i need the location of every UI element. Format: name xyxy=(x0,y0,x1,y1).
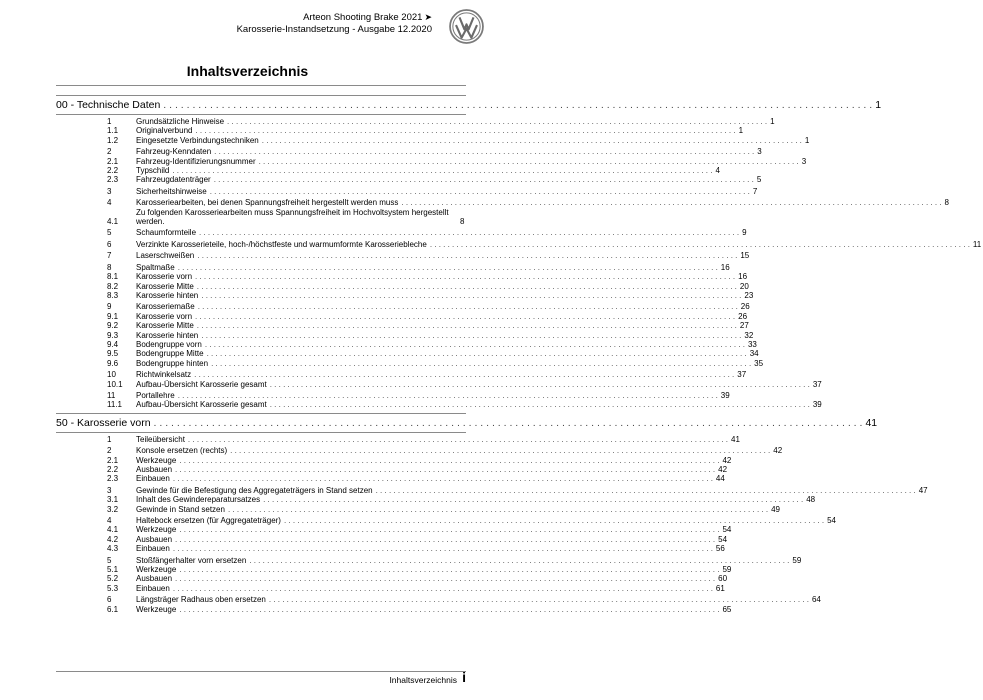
toc-page-number: 7 xyxy=(752,186,758,196)
toc-dot-leader xyxy=(228,505,768,514)
header-model: Arteon Shooting Brake 2021 xyxy=(303,12,423,23)
toc-page-number: 5 xyxy=(756,175,762,185)
toc-dot-leader xyxy=(270,400,810,409)
toc-dot-leader xyxy=(249,556,789,565)
toc-entry[interactable] xyxy=(56,208,466,227)
toc-dot-leader xyxy=(199,228,739,237)
toc-entry-title: Werkzeuge xyxy=(136,525,177,535)
toc-page-number: 44 xyxy=(715,474,725,484)
toc-entry[interactable] xyxy=(56,525,732,535)
toc-page-number: 8 xyxy=(944,198,949,208)
toc-entry[interactable] xyxy=(56,251,750,261)
toc-number: 8 xyxy=(107,262,112,272)
toc-dot-leader xyxy=(195,272,735,281)
toc-number: 2.2 xyxy=(107,465,119,474)
vw-logo-icon xyxy=(449,9,484,44)
toc-number: 5 xyxy=(107,228,112,238)
toc-dot-leader xyxy=(211,359,751,368)
toc-number: 6 xyxy=(107,595,112,605)
toc-entry-title: Originalverbund xyxy=(136,126,193,136)
toc-dot-leader xyxy=(201,331,741,340)
toc-dot-leader xyxy=(269,595,809,604)
toc-page-number: 41 xyxy=(731,434,740,444)
toc-dot-leader xyxy=(179,565,719,574)
toc-page-number: 16 xyxy=(738,272,748,282)
title-divider xyxy=(56,85,466,86)
toc-entry-title: Karosserie hinten xyxy=(136,290,199,300)
toc-number: 8.2 xyxy=(107,281,119,291)
toc-entry[interactable] xyxy=(56,321,749,331)
toc-page-number: 61 xyxy=(715,583,725,593)
toc-number: 4.3 xyxy=(107,544,119,554)
toc-section xyxy=(56,413,878,433)
toc-entry-title: Fahrzeug-Identifizierungsnummer xyxy=(136,156,256,166)
toc-number: 2.1 xyxy=(107,455,119,465)
toc-entry[interactable] xyxy=(56,302,750,312)
toc-entry-title: Haltebock ersetzen (für Aggregateträger) xyxy=(136,516,281,526)
toc-entry-title: Richtwinkelsatz xyxy=(136,370,192,380)
toc-entry-title: Karosseriemaße xyxy=(136,302,195,312)
toc-page-number: 11 xyxy=(972,239,982,249)
toc-entry-title: Schaumformteile xyxy=(136,228,197,238)
toc-page-number: 42 xyxy=(718,465,728,474)
toc-entry-title: Grundsätzliche Hinweise xyxy=(136,117,225,126)
toc-dot-leader xyxy=(173,584,713,593)
toc-entry-title: Konsole ersetzen (rechts) xyxy=(136,446,228,456)
toc-dot-leader xyxy=(179,456,719,465)
toc-entry[interactable] xyxy=(56,166,720,176)
toc-chapter-heading[interactable] xyxy=(56,416,878,430)
toc-number: 11.1 xyxy=(107,400,122,410)
toc-dot-leader xyxy=(376,486,916,495)
toc-entry[interactable] xyxy=(56,311,748,321)
toc-dot-leader xyxy=(178,263,718,272)
toc-number: 4 xyxy=(107,516,112,526)
toc-dot-leader xyxy=(195,312,735,321)
toc-dot-leader xyxy=(154,416,863,430)
toc-number: 3 xyxy=(107,186,112,196)
toc-entry-title: Stoßfängerhalter vorn ersetzen xyxy=(136,555,247,565)
toc-chapter-title: 00 - Technische Daten xyxy=(56,99,161,111)
toc-page-number: 33 xyxy=(747,339,757,349)
toc-dot-leader xyxy=(178,391,718,400)
toc-entry[interactable] xyxy=(56,604,732,614)
toc-dot-leader xyxy=(214,175,754,184)
toc-page-number: 37 xyxy=(812,379,822,389)
toc-entry-title: Ausbauen xyxy=(136,534,173,544)
toc-entry-title: Bodengruppe hinten xyxy=(136,358,209,368)
toc-dot-leader xyxy=(175,535,715,544)
toc-page-number: 47 xyxy=(918,485,928,495)
toc-entry[interactable] xyxy=(56,504,780,514)
toc-dot-leader xyxy=(401,198,941,207)
toc-dot-leader xyxy=(263,495,803,504)
toc-entry-title: Inhalt des Gewindereparatursatzes xyxy=(136,495,261,505)
toc-entry[interactable] xyxy=(56,474,725,484)
toc-entry[interactable] xyxy=(56,379,822,389)
toc-number: 9.6 xyxy=(107,358,119,368)
toc-page-number: 1 xyxy=(738,126,744,136)
toc-dot-leader xyxy=(230,446,770,455)
toc-dot-leader xyxy=(188,435,728,444)
toc-entry[interactable] xyxy=(56,583,725,593)
toc-chapter-heading[interactable] xyxy=(56,98,882,112)
toc-entry-title: Aufbau-Übersicht Karosserie gesamt xyxy=(136,379,267,389)
toc-page-number: 9 xyxy=(742,228,747,238)
toc-dot-leader xyxy=(175,574,715,583)
toc-entry[interactable] xyxy=(56,485,928,495)
toc-entry[interactable] xyxy=(56,198,949,208)
toc-page-number: 54 xyxy=(827,516,836,526)
toc-number: 5 xyxy=(107,555,112,565)
toc-number: 10.1 xyxy=(107,379,123,389)
toc-page-number: 64 xyxy=(811,595,821,605)
toc-entry[interactable] xyxy=(56,516,836,526)
toc-entry[interactable] xyxy=(56,565,732,575)
toc-page-number: 1 xyxy=(770,117,775,126)
footer-divider xyxy=(56,671,466,672)
toc-page-number: 1 xyxy=(875,99,882,111)
toc-entry-title: Fahrzeugdatenträger xyxy=(136,175,211,185)
toc-page-number: 3 xyxy=(757,147,762,157)
toc-page-number: 20 xyxy=(739,281,749,291)
toc-page-number: 32 xyxy=(744,330,754,340)
toc-chapter-title: 50 - Karosserie vorn xyxy=(56,416,151,429)
toc-section xyxy=(56,95,882,115)
toc-dot-leader xyxy=(227,117,767,126)
toc-dot-leader xyxy=(179,605,719,614)
toc-entry-title: Verzinkte Karosserieteile, hoch-/höchstfeste und warmumformte Karosseriebleche xyxy=(136,239,427,249)
toc-dot-leader xyxy=(179,525,719,534)
toc-entry-title: Fahrzeug-Kenndaten xyxy=(136,147,212,157)
toc-entry[interactable] xyxy=(56,147,762,157)
toc-entry[interactable] xyxy=(56,446,783,456)
toc-number: 11 xyxy=(107,390,116,400)
toc-entry-title: Karosserie hinten xyxy=(136,330,199,340)
toc-dot-leader xyxy=(205,340,745,349)
toc-page-number: 16 xyxy=(720,262,730,272)
toc-number: 7 xyxy=(107,251,112,261)
toc-dot-leader xyxy=(214,147,754,156)
toc-entry[interactable] xyxy=(56,186,758,196)
toc-dot-leader xyxy=(172,166,712,175)
toc-number: 6 xyxy=(107,239,112,249)
toc-entry[interactable] xyxy=(56,574,728,584)
toc-page-number: 42 xyxy=(722,455,732,465)
toc-number: 10 xyxy=(107,370,116,380)
toc-dot-leader xyxy=(259,157,799,166)
toc-entry[interactable] xyxy=(56,262,730,272)
toc-dot-leader xyxy=(163,98,872,112)
toc-number: 4.1 xyxy=(107,217,119,227)
toc-number: 4 xyxy=(107,198,112,208)
toc-entry-title: Sicherheitshinweise xyxy=(136,186,207,196)
footer-label: Inhaltsverzeichnis xyxy=(389,675,457,685)
toc-entry-title: Gewinde in Stand setzen xyxy=(136,504,225,514)
toc-number: 4.1 xyxy=(107,525,119,535)
toc-dot-leader xyxy=(195,126,735,135)
toc-number: 9.3 xyxy=(107,330,119,340)
toc-dot-leader xyxy=(270,380,810,389)
toc-number: 5.2 xyxy=(107,574,119,584)
toc-page-number: 8 xyxy=(460,217,465,227)
toc-number: 9.2 xyxy=(107,321,119,331)
toc-dot-leader xyxy=(210,187,750,196)
toc-number: 9.5 xyxy=(107,349,119,359)
toc-entry-title: Typschild xyxy=(136,166,170,176)
toc-entry[interactable] xyxy=(56,272,748,282)
header-arrow: ➤ xyxy=(424,12,432,22)
toc-entry-title: Karosserie Mitte xyxy=(136,321,194,331)
toc-entry[interactable] xyxy=(56,156,807,166)
toc-page-number: 59 xyxy=(722,565,732,575)
toc-number: 8.3 xyxy=(107,290,119,300)
toc-entry-title: Werkzeuge xyxy=(136,604,177,614)
toc-number: 3.1 xyxy=(107,495,119,505)
toc-page-number: 49 xyxy=(771,504,780,514)
toc-page-number: 56 xyxy=(715,544,725,554)
toc-entry-title: Laserschweißen xyxy=(136,251,195,261)
header-edition: Karosserie-Instandsetzung - Ausgabe 12.2020 xyxy=(236,24,432,35)
toc-entry[interactable] xyxy=(56,126,744,136)
toc-dot-leader xyxy=(207,349,747,358)
toc-entry-title: Einbauen xyxy=(136,544,170,554)
toc-number: 2.3 xyxy=(107,175,119,185)
toc-entry-title: Eingesetzte Verbindungstechniken xyxy=(136,135,259,145)
toc-entry-title: Ausbauen xyxy=(136,574,173,584)
toc-entry-title: Werkzeuge xyxy=(136,455,177,465)
footer-page-number: i xyxy=(462,669,466,685)
toc-dot-leader xyxy=(284,516,824,525)
toc-page-number: 54 xyxy=(722,525,732,535)
toc-number: 1 xyxy=(107,434,112,444)
toc-entry[interactable] xyxy=(56,349,759,359)
toc-dot-leader xyxy=(173,474,713,483)
toc-entry-title: Werkzeuge xyxy=(136,565,177,575)
toc-number: 6.1 xyxy=(107,604,119,614)
toc-dot-leader xyxy=(197,321,737,330)
toc-entry[interactable] xyxy=(56,358,764,368)
toc-entry[interactable] xyxy=(56,555,802,565)
toc-number: 3.2 xyxy=(107,504,119,514)
toc-page-number: 42 xyxy=(773,446,783,456)
toc-page-number: 15 xyxy=(740,251,750,261)
toc-entry[interactable] xyxy=(56,400,822,410)
toc-entry[interactable] xyxy=(56,390,730,400)
toc-number: 9 xyxy=(107,302,112,312)
toc-entry-title: Portallehre xyxy=(136,390,175,400)
toc-page-number: 34 xyxy=(749,349,759,359)
toc-dot-leader xyxy=(197,251,737,260)
toc-number: 3 xyxy=(107,485,112,495)
toc-entry-title: Zu folgenden Karosseriearbeiten muss Spannungsfreiheit im Hochvoltsystem hergestellt werden. xyxy=(136,207,449,227)
toc-page-number: 27 xyxy=(739,321,749,331)
toc-entry[interactable] xyxy=(56,434,740,444)
toc-dot-leader xyxy=(173,544,713,553)
toc-page-number: 41 xyxy=(865,416,878,429)
toc-entry-title: Teileübersicht xyxy=(136,434,185,444)
toc-number: 2.1 xyxy=(107,156,119,166)
toc-page-number: 26 xyxy=(738,311,748,321)
toc-page-number: 39 xyxy=(812,400,822,410)
toc-number: 1.2 xyxy=(107,135,119,145)
toc-page-number: 4 xyxy=(715,166,720,176)
toc-entry[interactable] xyxy=(56,117,775,126)
toc-entry[interactable] xyxy=(56,495,816,505)
toc-entry-title: Einbauen xyxy=(136,474,170,484)
toc-entry[interactable] xyxy=(56,534,728,544)
toc-entry-title: Karosserie vorn xyxy=(136,311,193,321)
toc-number: 9.4 xyxy=(107,339,119,349)
toc-number: 4.2 xyxy=(107,534,119,544)
toc-entry[interactable] xyxy=(56,290,754,300)
toc-page-number: 54 xyxy=(718,534,728,544)
header-text xyxy=(237,11,432,36)
toc-entry-title: Karosserie Mitte xyxy=(136,281,194,291)
toc-page-number: 60 xyxy=(718,574,728,584)
toc-dot-leader xyxy=(201,291,741,300)
toc-number: 8.1 xyxy=(107,272,119,282)
toc-number: 2.2 xyxy=(107,166,119,176)
toc-page-number: 3 xyxy=(801,156,807,166)
toc-entry[interactable] xyxy=(56,330,754,340)
toc-dot-leader xyxy=(262,136,802,145)
toc-entry-title: Einbauen xyxy=(136,583,170,593)
toc-entry[interactable] xyxy=(56,370,747,380)
table-of-contents xyxy=(56,92,982,614)
toc-page-number: 37 xyxy=(737,370,747,380)
toc-entry-title: Aufbau-Übersicht Karosserie gesamt xyxy=(136,400,267,410)
toc-dot-leader xyxy=(430,240,970,249)
toc-number: 1 xyxy=(107,117,112,126)
toc-page-number: 39 xyxy=(720,390,730,400)
toc-page-number: 59 xyxy=(792,555,802,565)
toc-entry[interactable] xyxy=(56,595,821,605)
toc-dot-leader xyxy=(175,465,715,474)
toc-entry[interactable] xyxy=(56,339,757,349)
toc-dot-leader xyxy=(198,302,738,311)
toc-entry-title: Längsträger Radhaus oben ersetzen xyxy=(136,595,266,605)
toc-entry-title: Bodengruppe vorn xyxy=(136,339,202,349)
toc-entry[interactable] xyxy=(56,455,732,465)
toc-dot-leader xyxy=(197,282,737,291)
toc-entry-title: Karosserie vorn xyxy=(136,272,193,282)
toc-number: 9.1 xyxy=(107,311,119,321)
toc-number: 5.3 xyxy=(107,583,119,593)
toc-entry-title: Spaltmaße xyxy=(136,262,175,272)
toc-number: 5.1 xyxy=(107,565,119,575)
toc-entry[interactable] xyxy=(56,175,762,185)
page-title: Inhaltsverzeichnis xyxy=(186,63,309,79)
toc-page-number: 23 xyxy=(744,290,754,300)
toc-page-number: 26 xyxy=(740,302,750,312)
toc-entry[interactable] xyxy=(56,135,810,145)
toc-entry-title: Ausbauen xyxy=(136,465,173,474)
toc-entry[interactable] xyxy=(56,281,749,291)
toc-dot-leader xyxy=(194,370,734,379)
toc-number: 1.1 xyxy=(107,126,119,136)
toc-entry-title: Bodengruppe Mitte xyxy=(136,349,204,359)
toc-page-number: 48 xyxy=(806,495,816,505)
toc-entry[interactable] xyxy=(56,239,982,249)
toc-entry[interactable] xyxy=(56,228,747,238)
toc-number: 2.3 xyxy=(107,474,119,484)
toc-entry[interactable] xyxy=(56,544,725,554)
toc-number: 2 xyxy=(107,147,112,157)
toc-page-number: 35 xyxy=(754,358,764,368)
toc-entry-title: Gewinde für die Befestigung des Aggregateträgers in Stand setzen xyxy=(136,485,373,495)
toc-entry[interactable] xyxy=(56,465,728,474)
toc-page-number: 65 xyxy=(722,604,732,614)
toc-number: 2 xyxy=(107,446,112,456)
toc-entry-title: Karosseriearbeiten, bei denen Spannungsfreiheit hergestellt werden muss xyxy=(136,198,399,208)
toc-page-number: 1 xyxy=(804,135,810,145)
